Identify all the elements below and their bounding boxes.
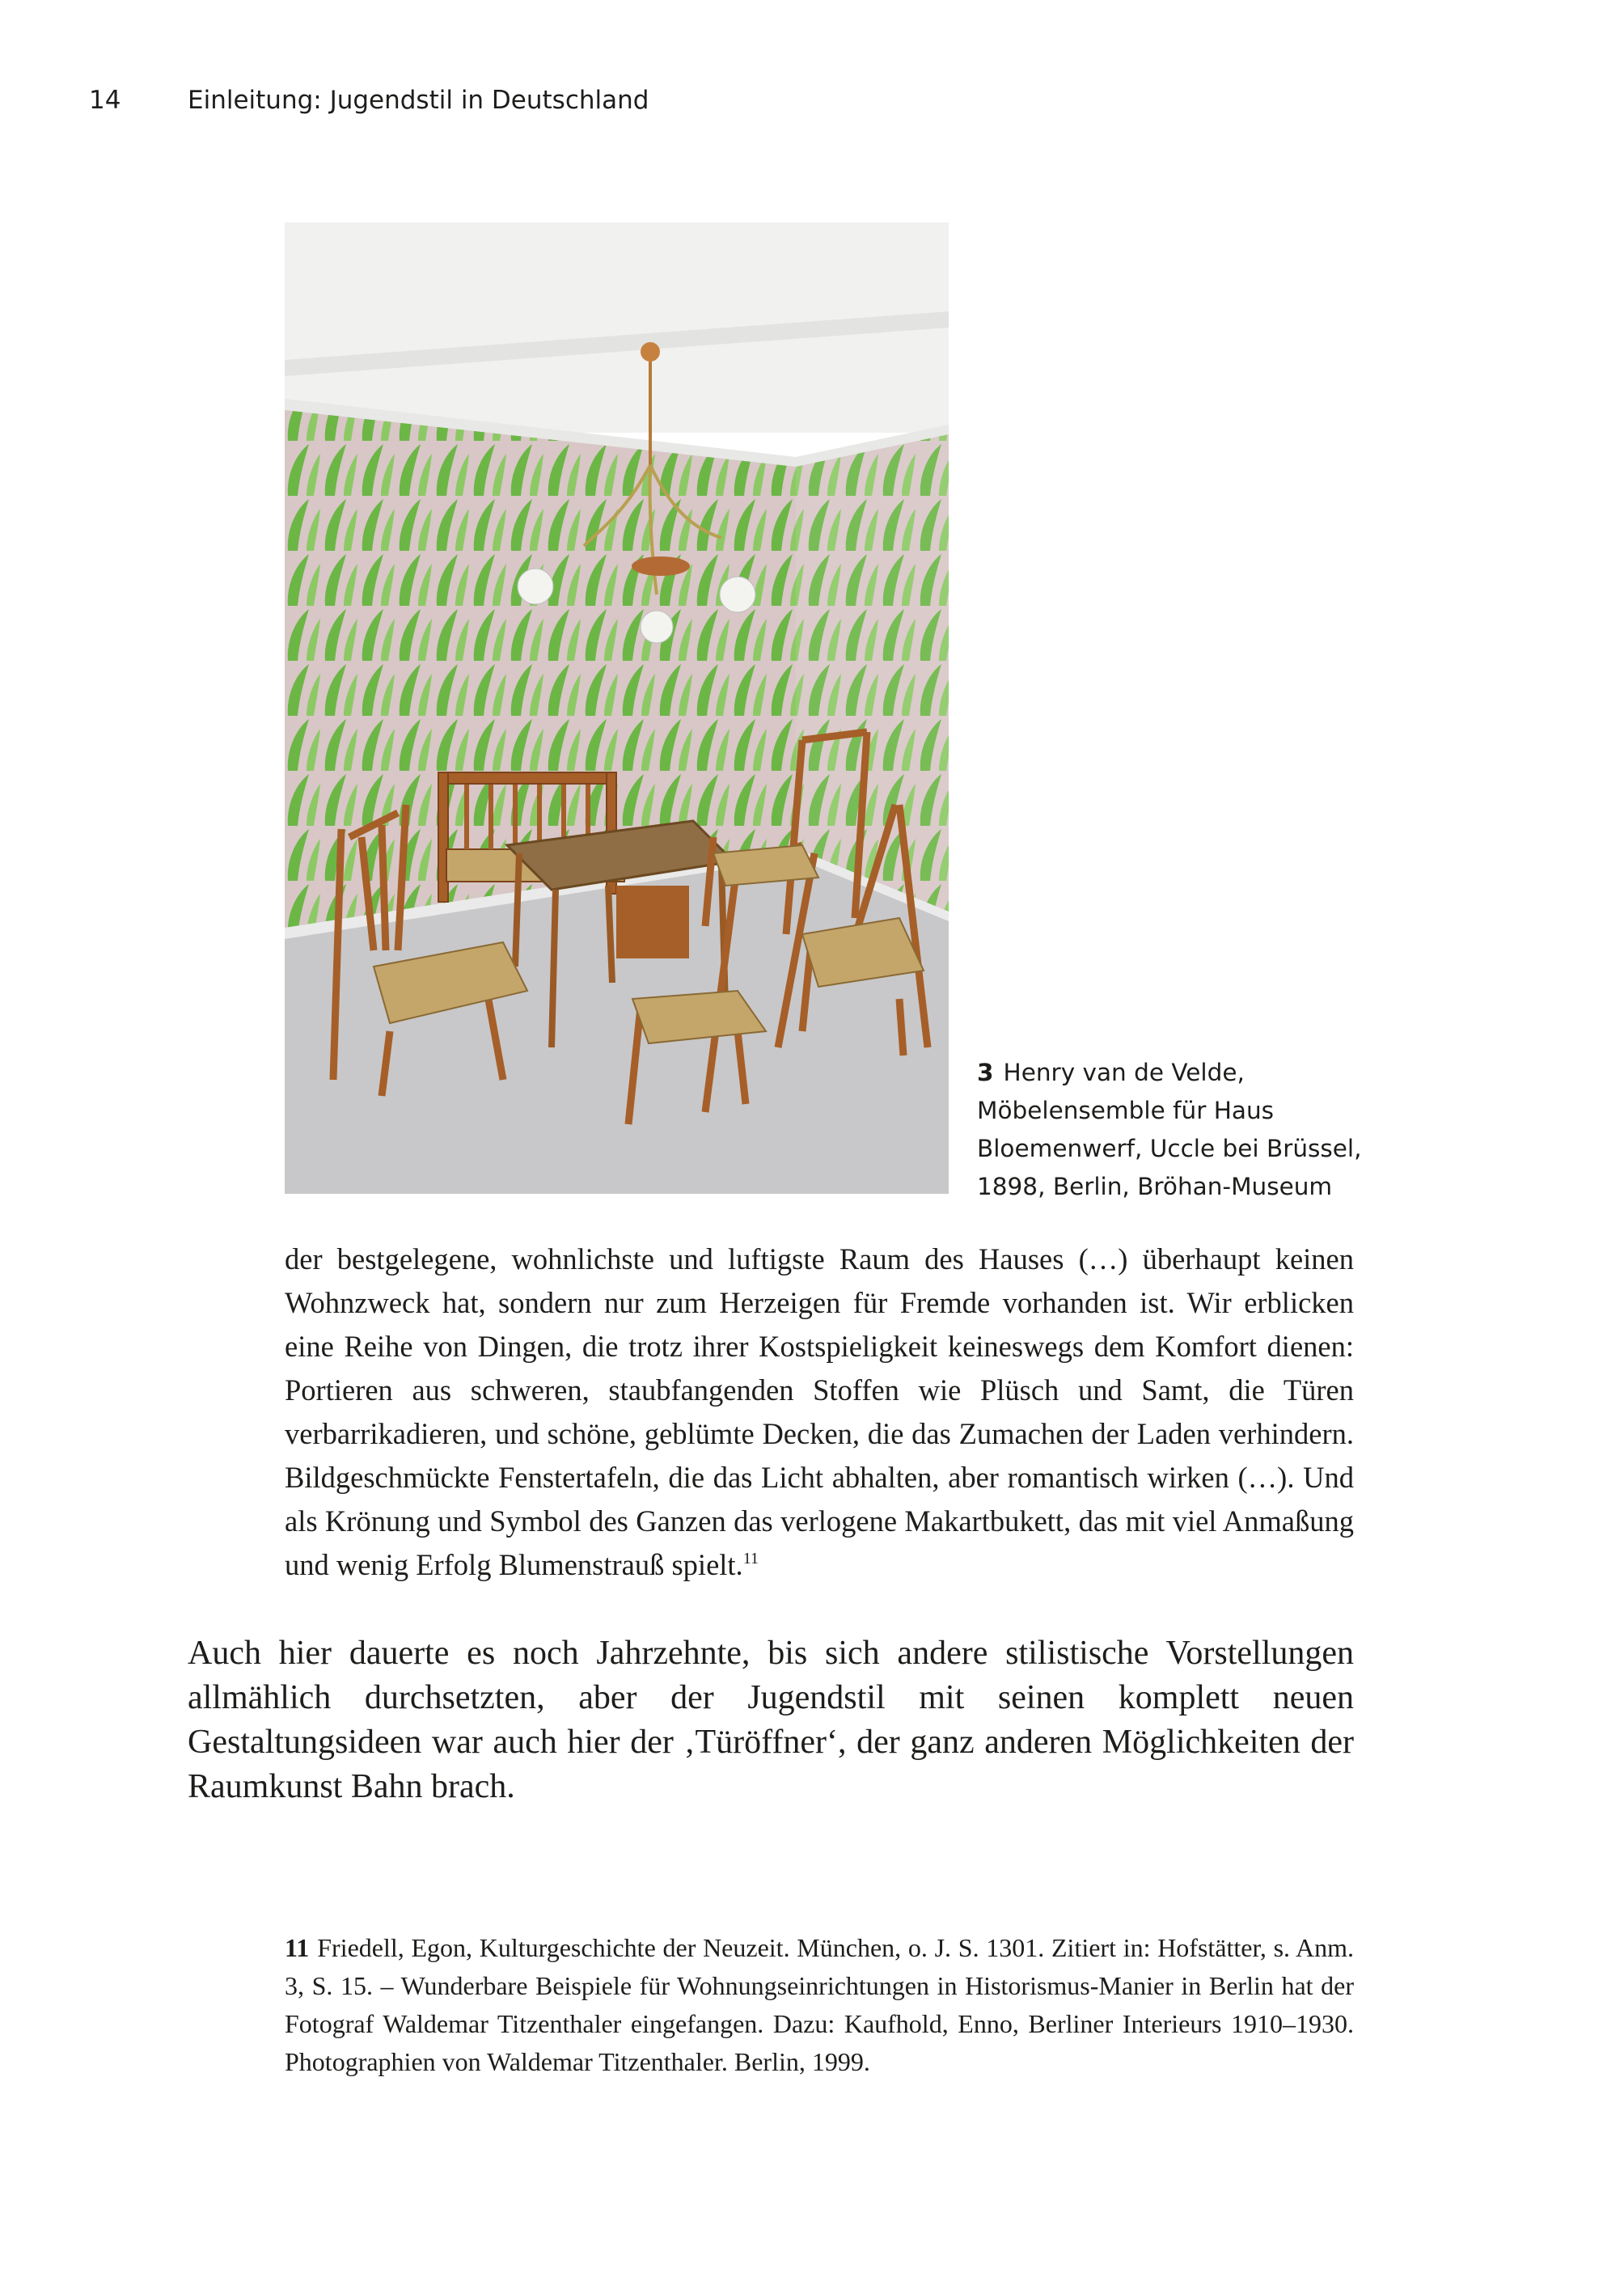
figure-photo-furniture-ensemble (285, 222, 949, 1194)
figure-number: 3 (977, 1059, 994, 1086)
page-number: 14 (89, 86, 121, 115)
footnote-reference[interactable]: 11 (742, 1550, 759, 1567)
figure-caption-text: Henry van de Velde, Möbelensemble für Haus Bloemenwerf, Uccle bei Brüssel, 1898, Berlin, Bröhan-Museum (977, 1059, 1362, 1200)
footnote-number: 11 (285, 1933, 310, 1962)
figure-caption (977, 1054, 1430, 1206)
block-quote (285, 1237, 1354, 1587)
footnote (285, 1929, 1354, 2081)
footnote-text: Friedell, Egon, Kulturgeschichte der Neuzeit. München, o. J. S. 1301. Zitiert in: Hofstätter, s. Anm. 3, S. 15. – Wunderbare Beispiele für Wohnungseinrichtungen in Historismus-Manier in Berlin hat der Fotograf Waldemar Titzenthaler eingefangen. Dazu: Kaufhold, Enno, Berliner Interieurs 1910–1930. Photographien von Waldemar Titzenthaler. Berlin, 1999. (285, 1933, 1354, 2076)
body-paragraph: Auch hier dauerte es noch Jahrzehnte, bis sich andere stilistische Vorstellungen allmählich durchsetzten, aber der Jugendstil mit seinen komplett neuen Gestaltungsideen war auch hier der ‚Türöffner‘, der ganz anderen Möglichkeiten der Raumkunst Bahn brach. (188, 1635, 1354, 1805)
running-head: Einleitung: Jugendstil in Deutschland (188, 86, 649, 115)
block-quote-text: der bestgelegene, wohnlichste und luftigste Raum des Hauses (…) überhaupt keinen Wohnzweck hat, sondern nur zum Herzeigen für Fremde vorhanden ist. Wir erblicken eine Reihe von Dingen, die trotz ihrer Kostspieligkeit keineswegs dem Komfort dienen: Portieren aus schweren, staubfangenden Stoffen wie Plüsch und Samt, die Türen verbarrikadieren, und schöne, geblümte Decken, die das Zumachen der Laden verhindern. Bildgeschmückte Fenstertafeln, die das Licht abhalten, aber romantisch wirken (…). Und als Krönung und Symbol des Ganzen das verlogene Makartbukett, das mit viel Anmaßung und wenig Erfolg Blumenstrauß spielt. (285, 1242, 1354, 1581)
